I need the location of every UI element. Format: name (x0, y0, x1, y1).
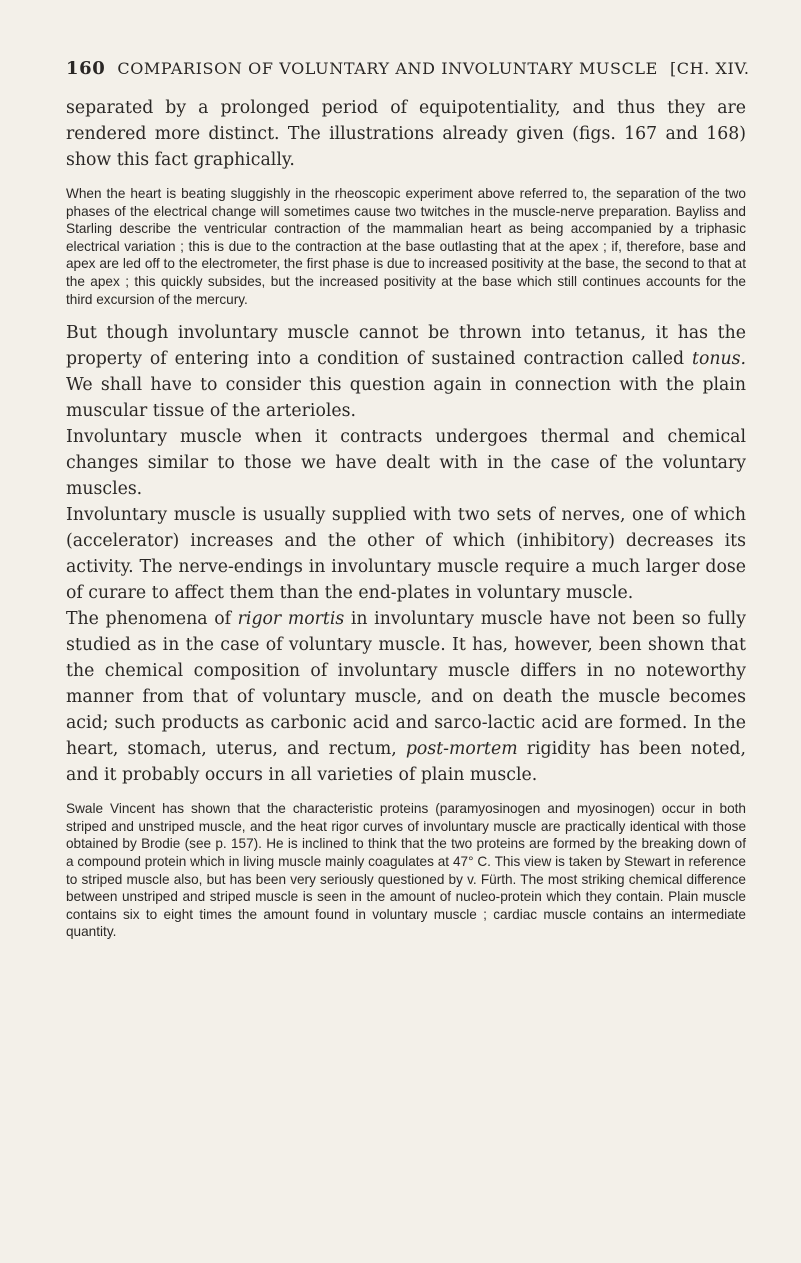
tonus-term: tonus. (692, 349, 746, 370)
rigor-text-end: rigidity has been noted, and it probably occurs in all varieties of plain muscle. (66, 739, 746, 786)
rigor-text-middle: in involuntary muscle have not been so fully studied as in the case of voluntary muscle. It has, however, been shown that the chemical composition of involuntary muscle differs in no noteworthy manner from that of voluntary muscle, and on death the muscle becomes acid; such products as carbonic acid and sarco-lactic acid are formed. In the heart, stomach, uterus, and rectum, (66, 609, 746, 760)
paragraph-equipotentiality: separated by a prolonged period of equipotentiality, and thus they are rendered more distinct. The illustrations already given (figs. 167 and 168) show this fact graphically. (66, 98, 746, 170)
paragraph-rigor-mortis (66, 606, 746, 788)
rigor-text-start: The phenomena of (66, 609, 231, 630)
paragraph-tonus (66, 320, 746, 424)
tonus-text-start: But though involuntary muscle cannot be thrown into tetanus, it has the property of entering into a condition of sustained contraction called (66, 323, 746, 370)
tonus-text-end: We shall have to consider this question again in connection with the plain muscular tissue of the arterioles. (66, 375, 746, 422)
paragraph-nerve-supply: Involuntary muscle is usually supplied with two sets of nerves, one of which (accelerator) increases and the other of which (inhibitory) decreases its activity. The nerve-endings in involuntary muscle require a much larger dose of curare to affect them than the end-plates in voluntary muscle. (66, 505, 746, 604)
book-page (66, 58, 750, 953)
rigor-mortis-term: rigor mortis (237, 609, 345, 630)
footnote-swale-vincent: Swale Vincent has shown that the characteristic proteins (paramyosinogen and myosinogen) occur in both striped and unstriped muscle, and the heat rigor curves of involuntary muscle are practically identical with those obtained by Brodie (see p. 157). He is inclined to think that the two proteins are formed by the breaking down of a compound protein which in living muscle mainly coagulates at 47° C. This view is taken by Stewart in reference to striped muscle also, but has been very seriously questioned by v. Fürth. The most striking chemical difference between unstriped and striped muscle is seen in the amount of nucleo-protein which they contain. Plain muscle contains six to eight times the amount found in voluntary muscle ; cardiac muscle contains an intermediate quantity. (66, 801, 746, 940)
chapter-marker: [CH. XIV. (669, 59, 750, 78)
page-number: 160 (66, 58, 106, 79)
running-header (66, 58, 750, 79)
running-title: COMPARISON OF VOLUNTARY AND INVOLUNTARY MUSCLE (117, 59, 658, 78)
paragraph-thermal-chemical: Involuntary muscle when it contracts undergoes thermal and chemical changes similar to those we have dealt with in the case of the voluntary muscles. (66, 427, 746, 500)
post-mortem-term: post-mortem (405, 739, 518, 760)
footnote-heart-rheoscopic: When the heart is beating sluggishly in the rheoscopic experiment above referred to, the separation of the two phases of the electrical change will sometimes cause two twitches in the muscle-nerve preparation. Bayliss and Starling describe the ventricular contraction of the mammalian heart as being accompanied by a triphasic electrical variation ; this is due to the contraction at the base outlasting that at the apex ; if, therefore, base and apex are led off to the electrometer, the first phase is due to increased positivity at the base, the second to that at the apex ; this quickly subsides, but the increased positivity at the base which still continues accounts for the third excursion of the mercury. (66, 186, 746, 307)
